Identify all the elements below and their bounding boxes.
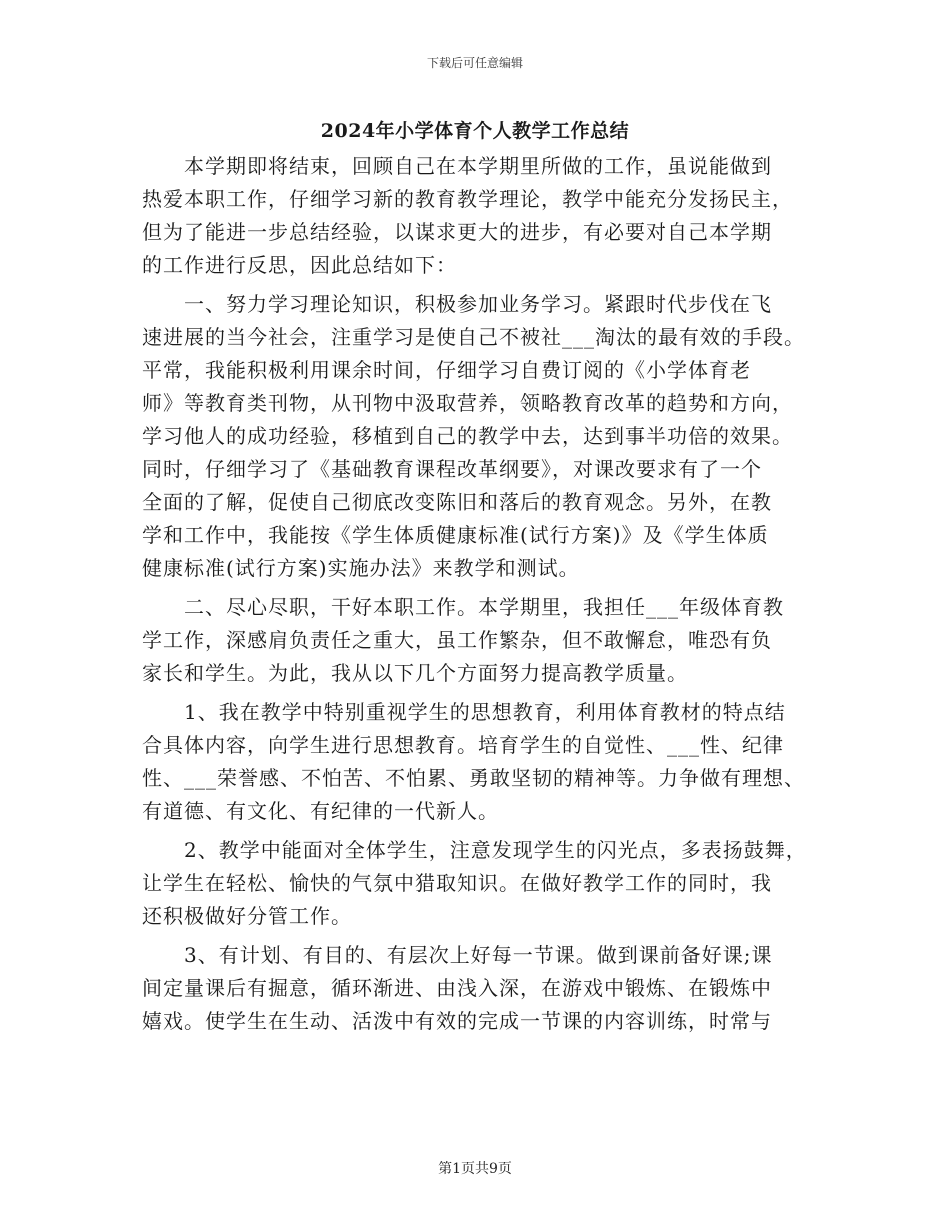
text-line: 热爱本职工作，仔细学习新的教育教学理论，教学中能充分发扬民主， — [142, 187, 793, 211]
text-line: 学习他人的成功经验，移植到自己的教学中去，达到事半功倍的效果。 — [142, 424, 793, 448]
document-body — [142, 150, 822, 1038]
text-line: 速进展的当今社会，注重学习是使自己不被社___淘汰的最有效的手段。 — [142, 325, 805, 349]
text-line: 的工作进行反思，因此总结如下： — [142, 253, 457, 277]
text-line: 同时，仔细学习了《基础教育课程改革纲要》，对课改要求有了一个 — [142, 457, 762, 481]
text-line: 嬉戏。使学生在生动、活泼中有效的完成一节课的内容训练，时常与 — [142, 1009, 772, 1033]
document-title: 2024年小学体育个人教学工作总结 — [320, 120, 630, 142]
text-line: 师》等教育类刊物，从刊物中汲取营养，领略教育改革的趋势和方向， — [142, 391, 793, 415]
text-line: 全面的了解，促使自己彻底改变陈旧和落后的教育观念。另外，在教 — [142, 490, 772, 514]
text-line: 但为了能进一步总结经验，以谋求更大的进步，有必要对自己本学期 — [142, 220, 772, 244]
paragraph-section-1 — [142, 288, 822, 585]
text-line: 让学生在轻松、愉快的气氛中猎取知识。在做好教学工作的同时，我 — [142, 871, 772, 895]
text-line: 性、___荣誉感、不怕苦、不怕累、勇敢坚韧的精神等。力争做有理想、 — [142, 766, 805, 790]
text-line: 2、教学中能面对全体学生，注意发现学生的闪光点，多表扬鼓舞， — [184, 838, 807, 862]
paragraph-item-1 — [142, 696, 822, 828]
paragraph-section-2 — [142, 591, 822, 690]
text-line: 本学期即将结束，回顾自己在本学期里所做的工作，虽说能做到 — [184, 154, 772, 178]
text-line: 还积极做好分管工作。 — [142, 904, 352, 928]
text-line: 有道德、有文化、有纪律的一代新人。 — [142, 799, 499, 823]
text-line: 1、我在教学中特别重视学生的思想教育，利用体育教材的特点结 — [184, 700, 786, 724]
text-line: 一、努力学习理论知识，积极参加业务学习。紧跟时代步伐在飞 — [184, 292, 772, 316]
text-line: 合具体内容，向学生进行思想教育。培育学生的自觉性、___性、纪律 — [142, 733, 784, 757]
text-line: 平常，我能积极利用课余时间，仔细学习自费订阅的《小学体育老 — [142, 358, 751, 382]
text-line: 3、有计划、有目的、有层次上好每一节课。做到课前备好课;课 — [184, 943, 773, 967]
page-footer: 第1页共9页 — [438, 1161, 512, 1177]
text-line: 学和工作中，我能按《学生体质健康标准(试行方案)》及《学生体质 — [142, 523, 769, 547]
paragraph-item-2 — [142, 834, 822, 933]
text-line: 健康标准(试行方案)实施办法》来教学和测试。 — [142, 556, 580, 580]
text-line: 学工作，深感肩负责任之重大，虽工作繁杂，但不敢懈怠，唯恐有负 — [142, 628, 772, 652]
text-line: 家长和学生。为此，我从以下几个方面努力提高教学质量。 — [142, 661, 688, 685]
header-note: 下载后可任意编辑 — [426, 56, 523, 70]
paragraph-intro — [142, 150, 822, 282]
text-line: 间定量课后有掘意，循环渐进、由浅入深，在游戏中锻炼、在锻炼中 — [142, 976, 772, 1000]
text-line: 二、尽心尽职，干好本职工作。本学期里，我担任___年级体育教 — [184, 595, 784, 619]
paragraph-item-3 — [142, 939, 822, 1038]
